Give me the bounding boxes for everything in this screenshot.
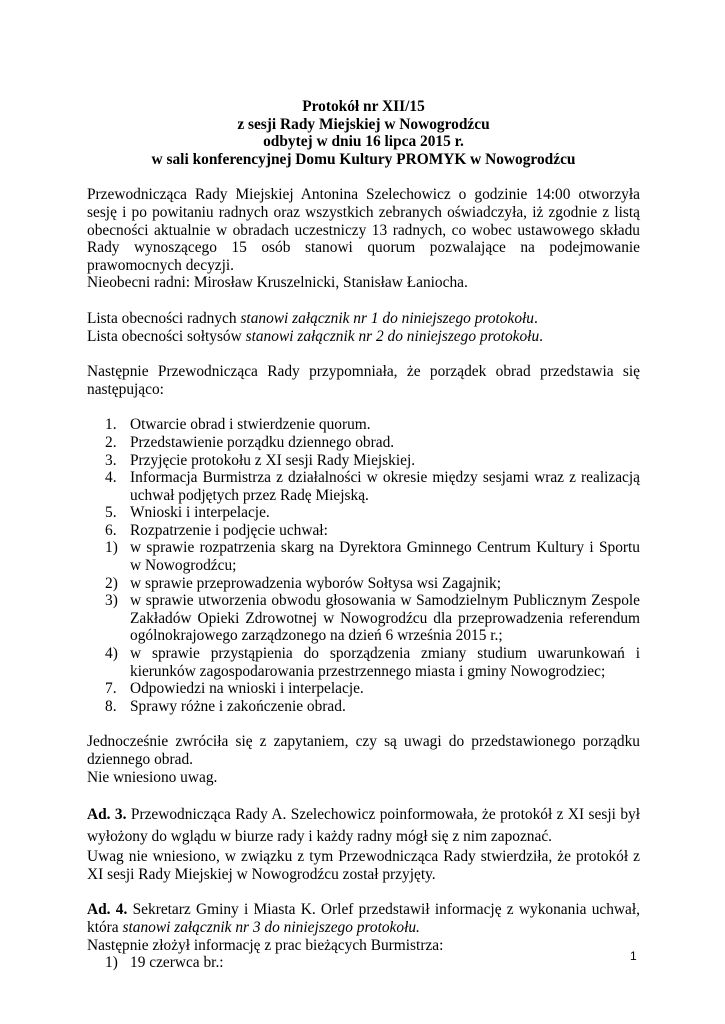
doc-subtitle-date: odbytej w dniu 16 lipca 2015 r.: [263, 133, 464, 151]
agenda-question: Jednocześnie zwróciła się z zapytaniem, czy są uwagi do przedstawionego porządku dziennego obrad.: [87, 733, 640, 768]
agenda-item: 5. Wnioski i interpelacje.: [105, 504, 270, 522]
absent-councillors: Nieobecni radni: Mirosław Kruszelnicki, Stanisław Łaniocha.: [87, 274, 468, 292]
doc-title: Protokół nr XII/15: [302, 98, 425, 115]
intro-paragraph: Przewodnicząca Rady Miejskiej Antonina Szelechowicz o godzinie 14:00 otworzyła sesję i po powitaniu radnych oraz wszystkich zebranych oświadczyła, iż zgodnie z listą obecności aktualnie w obradach uczestniczy 13 radnych, co wobec ustawowego składu Rady wynoszącego 15 osób stanowi quorum pozwalające na podejmowanie prawomocnych decyzji.: [87, 186, 640, 274]
ad4-paragraph: Ad. 4. Sekretarz Gminy i Miasta K. Orlef przedstawił informację z wykonania uchwał, która stanowi załącznik nr 3 do niniejszego protokołu.: [87, 901, 640, 936]
agenda-subitem: 1) w sprawie rozpatrzenia skarg na Dyrektora Gminnego Centrum Kultury i Sportu w Nowogrodźcu;: [105, 539, 640, 575]
agenda-subitem: 3) w sprawie utworzenia obwodu głosowania w Samodzielnym Publicznym Zespole Zakładów Opieki Zdrowotnej w Nowogrodźcu dla przeprowadzenia referendum ogólnokrajowego zarządzonego na dzień 6 września 2015 r.;: [105, 592, 640, 645]
agenda-item: 7. Odpowiedzi na wnioski i interpelacje.: [105, 680, 364, 698]
agenda-item: 3. Przyjęcie protokołu z XI sesji Rady Miejskiej.: [105, 451, 416, 469]
agenda-item: 2. Przedstawienie porządku dziennego obrad.: [105, 433, 395, 451]
agenda-item: 1. Otwarcie obrad i stwierdzenie quorum.: [105, 416, 371, 434]
mayor-report-item: 1) 19 czerwca br.:: [105, 954, 224, 972]
attendance-village-heads: Lista obecności sołtysów stanowi załącznik nr 2 do niniejszego protokołu.: [87, 327, 544, 345]
agenda-item: 8. Sprawy różne i zakończenie obrad.: [105, 697, 346, 715]
agenda-intro: Następnie Przewodnicząca Rady przypomniała, że porządek obrad przedstawia się następująco:: [87, 363, 640, 398]
agenda-subitem: 2) w sprawie przeprowadzenia wyborów Sołtysa wsi Zagajnik;: [105, 574, 501, 592]
agenda-subitem: 4) w sprawie przystąpienia do sporządzenia zmiany studium uwarunkowań i kierunków zagospodarowania przestrzennego miasta i gminy Nowogrodziec;: [105, 645, 640, 680]
agenda-list: [87, 416, 640, 715]
ad4-mayor-report: Następnie złożył informację z prac bieżących Burmistrza:: [87, 936, 444, 954]
ad4-label: Ad. 4.: [87, 901, 128, 919]
ad3-label: Ad. 3.: [87, 806, 127, 824]
ad3-conclusion: Uwag nie wniesiono, w związku z tym Przewodnicząca Rady stwierdziła, że protokół z XI sesji Rady Miejskiej w Nowogrodźcu został przyjęty.: [87, 848, 640, 883]
doc-subtitle-session: z sesji Rady Miejskiej w Nowogrodźcu: [237, 115, 490, 133]
agenda-item: 4. Informacja Burmistrza z działalności w okresie między sesjami wraz z realizacją uchwał podjętych przez Radę Miejską.: [105, 469, 640, 504]
ad3-paragraph: Ad. 3. Przewodnicząca Rady A. Szelechowicz poinformowała, że protokół z XI sesji był wyłożony do wglądu w biurze rady i każdy radny mógł się z nim zapoznać.: [87, 806, 640, 846]
document-body: [87, 98, 640, 972]
doc-subtitle-venue: w sali konferencyjnej Domu Kultury PROMYK w Nowogrodźcu: [151, 150, 576, 168]
agenda-item: 6. Rozpatrzenie i podjęcie uchwał:: [105, 521, 328, 539]
no-remarks: Nie wniesiono uwag.: [87, 768, 218, 786]
page-number: 1: [630, 949, 637, 963]
attendance-councillors: Lista obecności radnych stanowi załącznik nr 1 do niniejszego protokołu.: [87, 309, 538, 327]
